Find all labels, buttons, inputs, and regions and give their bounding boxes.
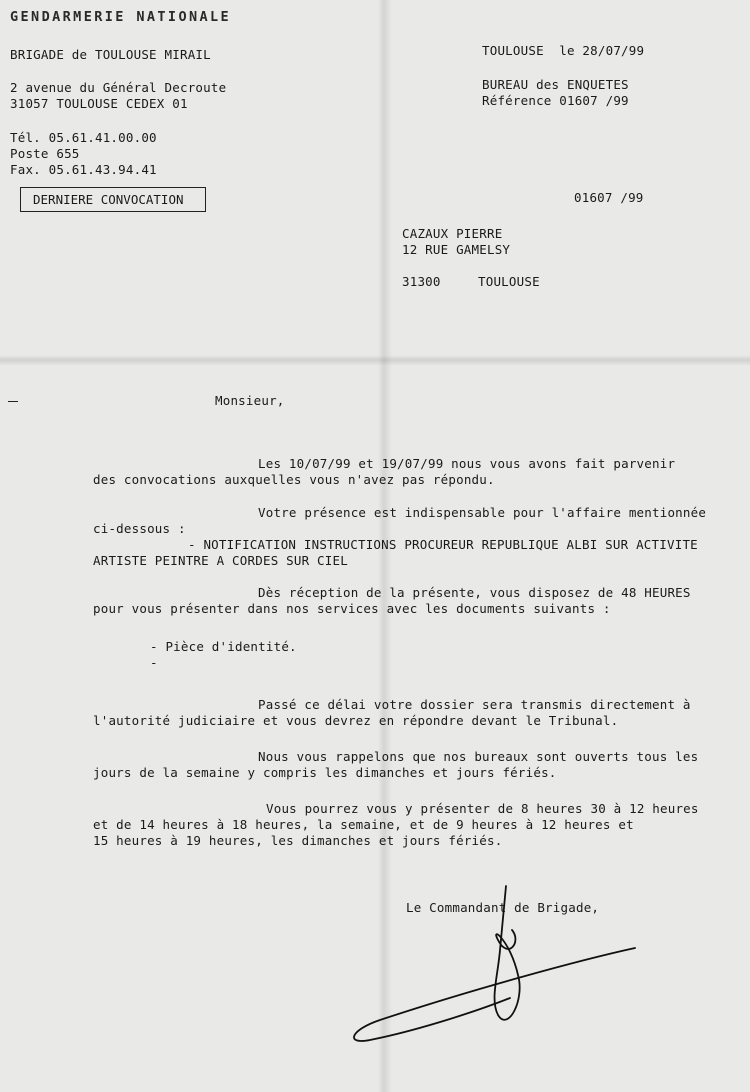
recipient-name: CAZAUX PIERRE <box>402 226 503 241</box>
address-line-2: 31057 TOULOUSE CEDEX 01 <box>10 96 188 111</box>
paragraph-4-line-2: l'autorité judiciaire et vous devrez en répondre devant le Tribunal. <box>93 713 619 728</box>
paragraph-5-line-2: jours de la semaine y compris les dimanches et jours fériés. <box>93 765 557 780</box>
paragraph-5-line-1: Nous vous rappelons que nos bureaux sont ouverts tous les <box>258 749 699 764</box>
paragraph-4-line-1: Passé ce délai votre dossier sera transmis directement à <box>258 697 691 712</box>
paragraph-2-line-2: ci-dessous : <box>93 521 186 536</box>
signoff: Le Commandant de Brigade, <box>406 900 600 915</box>
document-item-2: - <box>150 655 158 670</box>
bureau: BUREAU des ENQUETES <box>482 77 629 92</box>
recipient-city: TOULOUSE <box>478 274 540 289</box>
handwritten-signature <box>340 880 640 1060</box>
poste: Poste 655 <box>10 146 80 161</box>
paragraph-6-line-1: Vous pourrez vous y présenter de 8 heures 30 à 12 heures <box>266 801 699 816</box>
reference: Référence 01607 /99 <box>482 93 629 108</box>
salutation: Monsieur, <box>215 393 285 408</box>
telephone: Tél. 05.61.41.00.00 <box>10 130 157 145</box>
agency-title: GENDARMERIE NATIONALE <box>10 9 232 25</box>
paragraph-6-line-3: 15 heures à 19 heures, les dimanches et jours fériés. <box>93 833 503 848</box>
document-item-1: - Pièce d'identité. <box>150 639 297 654</box>
last-notice-badge: DERNIERE CONVOCATION <box>20 187 206 212</box>
paragraph-2-line-3: - NOTIFICATION INSTRUCTIONS PROCUREUR REPUBLIQUE ALBI SUR ACTIVITE <box>188 537 698 552</box>
paragraph-1-line-2: des convocations auxquelles vous n'avez pas répondu. <box>93 472 495 487</box>
fax: Fax. 05.61.43.94.41 <box>10 162 157 177</box>
address-line-1: 2 avenue du Général Decroute <box>10 80 227 95</box>
reference-number: 01607 /99 <box>574 190 644 205</box>
place-date: TOULOUSE le 28/07/99 <box>482 43 645 58</box>
paragraph-6-line-2: et de 14 heures à 18 heures, la semaine, et de 9 heures à 12 heures et <box>93 817 634 832</box>
margin-dash <box>8 401 18 402</box>
paragraph-3-line-2: pour vous présenter dans nos services avec les documents suivants : <box>93 601 611 616</box>
recipient-postcode: 31300 <box>402 274 441 289</box>
paragraph-2-line-1: Votre présence est indispensable pour l'affaire mentionnée <box>258 505 707 520</box>
paragraph-2-line-4: ARTISTE PEINTRE A CORDES SUR CIEL <box>93 553 348 568</box>
recipient-street: 12 RUE GAMELSY <box>402 242 511 257</box>
brigade-name: BRIGADE de TOULOUSE MIRAIL <box>10 47 211 62</box>
paragraph-3-line-1: Dès réception de la présente, vous disposez de 48 HEURES <box>258 585 691 600</box>
paragraph-1-line-1: Les 10/07/99 et 19/07/99 nous vous avons fait parvenir <box>258 456 676 471</box>
